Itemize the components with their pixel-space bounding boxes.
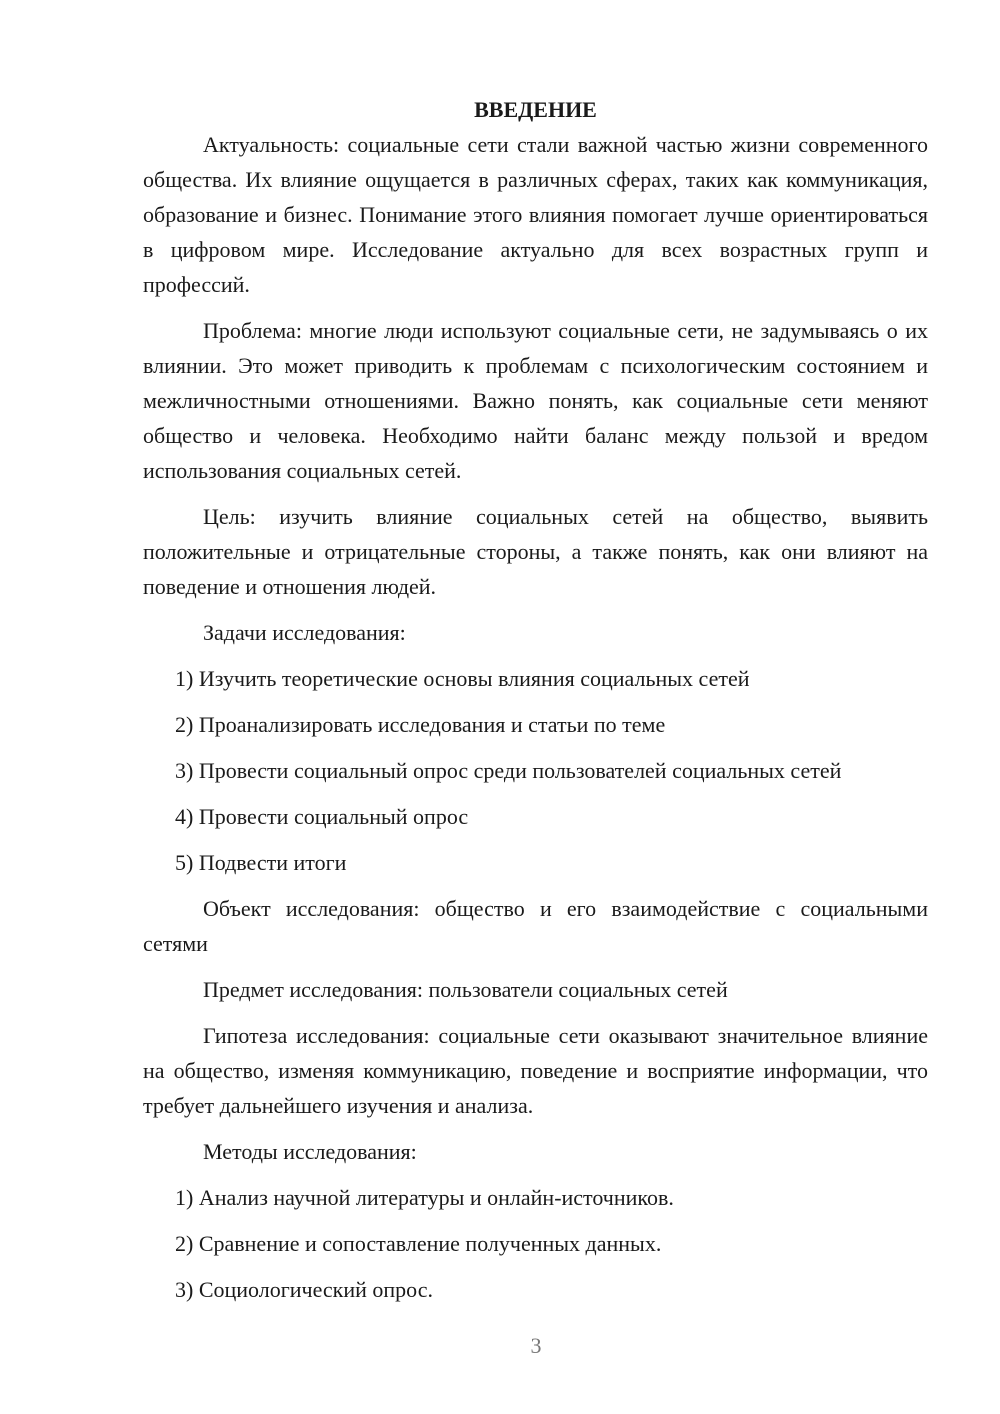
hypothesis-paragraph: Гипотеза исследования: социальные сети оказывают значительное влияние на общество, изменяя коммуникацию, поведение и восприятие информации, что требует дальнейшего изучения и анализа. <box>143 1023 928 1118</box>
task-item: 4) Провести социальный опрос <box>175 804 469 829</box>
methods-title: Методы исследования: <box>203 1139 417 1164</box>
problem-paragraph: Проблема: многие люди используют социальные сети, не задумываясь о их влиянии. Это может приводить к проблемам с психологическим состоянием и межличностными отношениями. Важно понять, как социальные сети меняют общество и человека. Необходимо найти баланс между пользой и вредом использования социальных сетей. <box>143 318 928 483</box>
method-item: 3) Социологический опрос. <box>175 1277 433 1302</box>
page-number: 3 <box>530 1333 542 1358</box>
goal-paragraph: Цель: изучить влияние социальных сетей на общество, выявить положительные и отрицательные стороны, а также понять, как они влияют на поведение и отношения людей. <box>143 504 928 599</box>
task-item: 1) Изучить теоретические основы влияния социальных сетей <box>175 666 750 691</box>
task-item: 5) Подвести итоги <box>175 850 347 875</box>
method-item: 2) Сравнение и сопоставление полученных данных. <box>175 1231 662 1256</box>
page-title: ВВЕДЕНИЕ <box>474 97 597 122</box>
method-item: 1) Анализ научной литературы и онлайн-источников. <box>175 1185 674 1210</box>
tasks-title: Задачи исследования: <box>203 620 406 645</box>
document-page <box>143 92 928 1318</box>
subject-paragraph: Предмет исследования: пользователи социальных сетей <box>203 977 728 1002</box>
task-item: 3) Провести социальный опрос среди пользователей социальных сетей <box>175 758 842 783</box>
relevance-paragraph: Актуальность: социальные сети стали важной частью жизни современного общества. Их влияние ощущается в различных сферах, таких как коммуникация, образование и бизнес. Понимание этого влияния помогает лучше ориентироваться в цифровом мире. Исследование актуально для всех возрастных групп и профессий. <box>143 132 928 297</box>
object-paragraph: Объект исследования: общество и его взаимодействие с социальными сетями <box>143 896 928 956</box>
task-item: 2) Проанализировать исследования и статьи по теме <box>175 712 666 737</box>
